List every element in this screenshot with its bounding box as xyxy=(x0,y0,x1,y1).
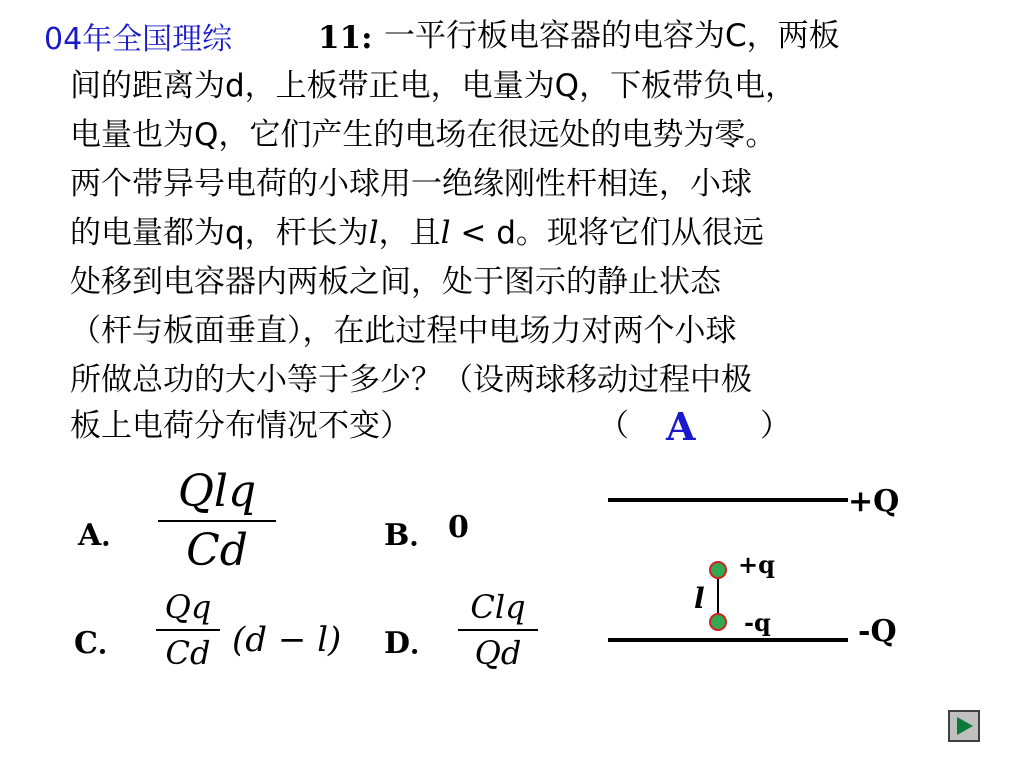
option-a-fraction-bar xyxy=(158,520,276,522)
rod-length-symbol-2: l xyxy=(440,215,451,251)
rod-length-symbol: l xyxy=(368,215,379,251)
option-c-denominator: Cd xyxy=(165,634,211,672)
question-line-8: 所做总功的大小等于多少？（设两球移动过程中极 xyxy=(70,362,752,398)
line5-part-c: ，且 xyxy=(378,215,441,251)
option-c-factor: (d − l) xyxy=(232,620,342,660)
question-line-6: 处移到电容器内两板之间，处于图示的静止状态 xyxy=(70,264,721,300)
option-a-numerator: Qlq xyxy=(177,466,257,517)
bottom-ball-charge: -q xyxy=(744,608,771,637)
top-plate-charge: +Q xyxy=(848,484,900,519)
source-label: 04年全国理综 xyxy=(44,22,233,57)
question-line-1: 一平行板电容器的电容为C，两板 xyxy=(384,18,840,54)
option-d-numerator: Clq xyxy=(470,588,526,626)
question-line-4: 两个带异号电荷的小球用一绝缘刚性杆相连，小球 xyxy=(70,166,752,202)
option-b-value: 0 xyxy=(448,510,469,545)
option-b-label: B． xyxy=(384,518,440,553)
bottom-plate-charge: -Q xyxy=(858,614,897,649)
play-triangle-icon xyxy=(953,715,975,737)
answer-blank-open: （ xyxy=(598,408,629,444)
question-number: 11: xyxy=(318,20,373,56)
answer-letter: A xyxy=(666,404,696,449)
option-a-label: A． xyxy=(78,518,132,553)
option-d-label: D． xyxy=(384,626,441,661)
line5-part-a: 的电量都为q，杆长为 xyxy=(70,215,369,251)
next-slide-button[interactable] xyxy=(948,710,980,742)
question-line-2: 间的距离为d，上板带正电，电量为Q，下板带负电， xyxy=(70,68,797,104)
top-ball-charge: +q xyxy=(738,550,775,579)
option-c-label: C． xyxy=(74,626,128,661)
option-a-fraction xyxy=(158,466,276,576)
option-c-fraction xyxy=(156,588,220,672)
answer-blank-close: ） xyxy=(760,408,791,444)
option-c-fraction-bar xyxy=(156,629,220,631)
option-a-denominator: Cd xyxy=(186,525,248,576)
option-d-denominator: Qd xyxy=(474,634,522,672)
rod-length-label: l xyxy=(694,582,705,615)
line5-part-e: < d。现将它们从很远 xyxy=(450,215,764,251)
positive-ball xyxy=(710,562,726,578)
question-line-3: 电量也为Q，它们产生的电场在很远处的电势为零。 xyxy=(70,117,777,153)
question-line-5 xyxy=(70,210,764,256)
question-line-9: 板上电荷分布情况不变） xyxy=(70,408,411,444)
option-d-fraction xyxy=(458,588,538,672)
question-line-7: （杆与板面垂直），在此过程中电场力对两个小球 xyxy=(70,313,737,349)
negative-ball xyxy=(710,614,726,630)
option-c-numerator: Qq xyxy=(164,588,212,626)
option-d-fraction-bar xyxy=(458,629,538,631)
